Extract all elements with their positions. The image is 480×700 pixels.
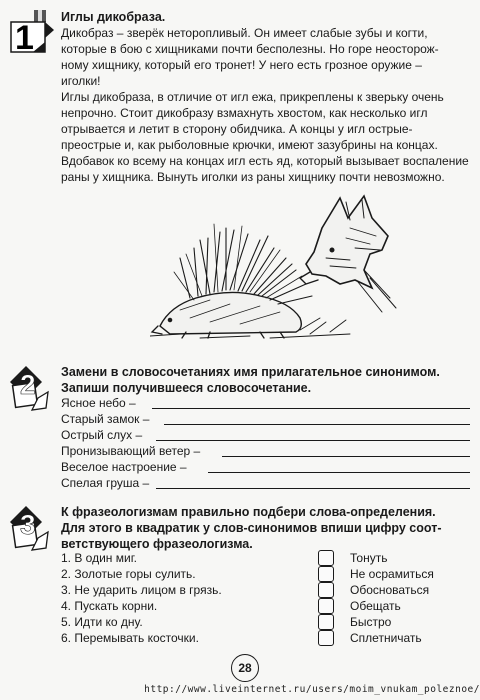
synonym-word-3: Обосноваться (350, 583, 430, 597)
text-line: которые в бою с хищниками почти бесполезны. Но горе неосторож- (61, 42, 439, 57)
answer-box-5[interactable] (318, 614, 334, 630)
phraseologism-6: 6. Перемывать косточки. (61, 631, 199, 645)
answer-box-4[interactable] (318, 598, 334, 614)
text-line: преострые и, как рыболовные крючки, имеют зазубрины на концах. (61, 138, 438, 153)
answer-box-1[interactable] (318, 550, 334, 566)
answer-line-5[interactable] (208, 472, 470, 473)
synonym-word-6: Сплетничать (350, 631, 422, 645)
text-line: ному хищнику, который его тронет! У него есть грозное оружие – (61, 58, 422, 73)
synonym-item-3: Острый слух – (61, 428, 143, 442)
title-line: Запиши получившееся словосочетание. (61, 381, 312, 395)
phraseologism-5: 5. Идти ко дну. (61, 615, 143, 629)
porcupine-fox-illustration (150, 188, 400, 340)
task-number-3: 3 (20, 509, 36, 540)
synonym-word-1: Тонуть (350, 551, 388, 565)
answer-box-2[interactable] (318, 566, 334, 582)
text-line: Вдобавок ко всему на концах игл есть яд, который вызывает воспаление (61, 154, 469, 169)
task-number-badge-2 (8, 364, 56, 412)
section-1-title: Иглы дикобраза. (61, 10, 166, 24)
synonym-word-5: Быстро (350, 615, 392, 629)
text-line: Дикобраз – зверёк неторопливый. Он имеет слабые зубы и когти, (61, 26, 428, 40)
text-line: отрывается и летит в сторону обидчика. А концы у игл острые- (61, 122, 413, 137)
task-number-badge-3 (8, 504, 56, 552)
task-number-2: 2 (20, 369, 36, 400)
synonym-item-6: Спелая груша – (61, 476, 150, 490)
answer-line-2[interactable] (164, 424, 470, 425)
footer-url: http://www.liveinternet.ru/users/moim_vnukam_poleznoe/ (144, 684, 480, 695)
synonym-item-1: Ясное небо – (61, 396, 136, 410)
text-line: непрочно. Стоит дикобразу взмахнуть хвостом, как несколько игл (61, 106, 428, 121)
answer-line-4[interactable] (222, 456, 470, 457)
answer-box-3[interactable] (318, 582, 334, 598)
answer-box-6[interactable] (318, 630, 334, 646)
answer-line-3[interactable] (156, 440, 470, 441)
phraseologism-3: 3. Не ударить лицом в грязь. (61, 583, 222, 597)
section-2-title (61, 364, 440, 396)
task-number-badge-1 (8, 8, 56, 56)
title-line: Замени в словосочетаниях имя прилагательное синонимом. (61, 365, 440, 379)
phraseologism-1: 1. В один миг. (61, 551, 137, 565)
section-1-paragraph-1 (61, 25, 469, 89)
page-number: 28 (231, 654, 259, 682)
task-number-1: 1 (15, 19, 34, 56)
text-line: Иглы дикобраза, в отличие от игл ежа, прикреплены к зверьку очень (61, 90, 444, 104)
synonym-item-4: Пронизывающий ветер – (61, 444, 201, 458)
section-1-paragraph-2 (61, 89, 469, 186)
text-line: раны у хищника. Вынуть иголки из раны хищнику почти невозможно. (61, 170, 445, 185)
section-3-title (61, 504, 471, 552)
synonym-word-2: Не осрамиться (350, 567, 434, 581)
answer-line-1[interactable] (152, 408, 470, 409)
answer-line-6[interactable] (156, 488, 470, 489)
title-line: К фразеологизмам правильно подбери слова-определения. (61, 505, 436, 519)
phraseologism-4: 4. Пускать корни. (61, 599, 158, 613)
title-line: ветствующего фразеологизма. (61, 537, 253, 551)
synonym-word-4: Обещать (350, 599, 401, 613)
phraseologism-2: 2. Золотые горы сулить. (61, 567, 196, 581)
title-line: Для этого в квадратик у слов-синонимов впиши цифру соот- (61, 521, 442, 535)
synonym-item-2: Старый замок – (61, 412, 150, 426)
text-line: иголки! (61, 74, 101, 89)
synonym-item-5: Веселое настроение – (61, 460, 187, 474)
